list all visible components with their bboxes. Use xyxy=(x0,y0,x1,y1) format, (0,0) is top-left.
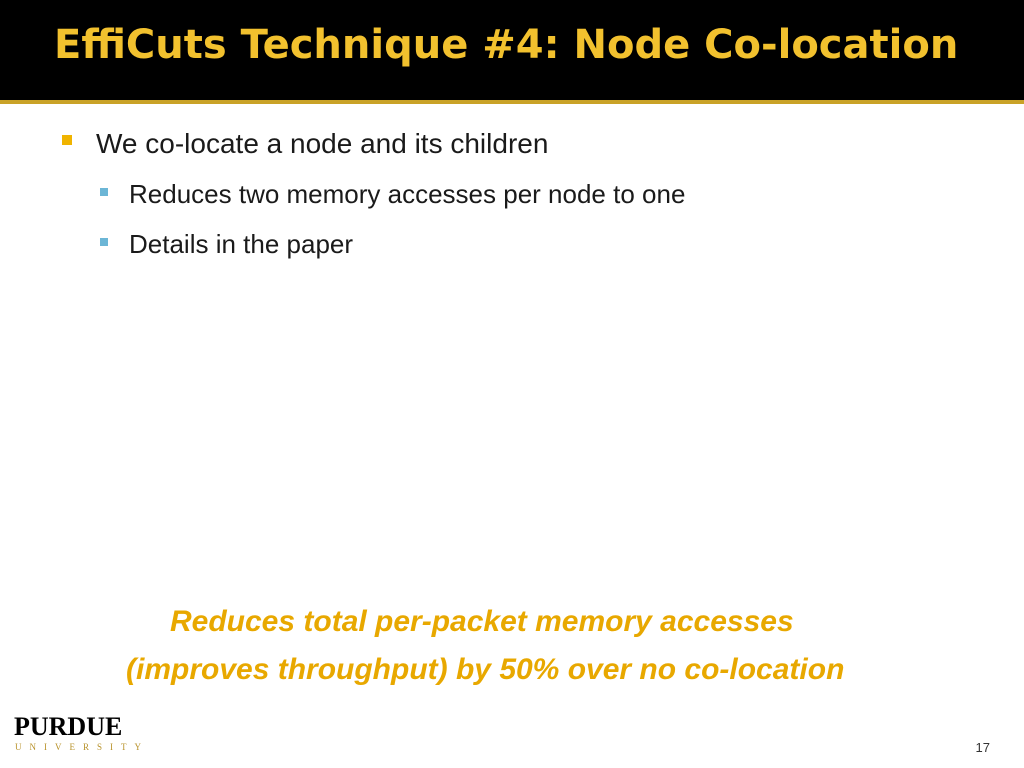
callout-line-1: Reduces total per-packet memory accesses xyxy=(170,605,794,638)
title-divider xyxy=(0,100,1024,104)
square-bullet-icon xyxy=(100,238,108,246)
callout-line-2: (improves throughput) by 50% over no co-location xyxy=(126,653,845,686)
sub-bullet-text: Reduces two memory accesses per node to one xyxy=(129,179,686,209)
slide-title: EffiCuts Technique #4: Node Co-location xyxy=(54,22,959,68)
square-bullet-icon xyxy=(62,135,72,145)
page-number: 17 xyxy=(975,740,990,755)
purdue-logo xyxy=(14,712,149,756)
logo-subtitle: UNIVERSITY xyxy=(15,742,149,752)
bullet-text: We co-locate a node and its children xyxy=(96,128,549,159)
sub-bullet-text: Details in the paper xyxy=(129,229,354,259)
bullet-level1 xyxy=(62,128,548,160)
sub-bullet xyxy=(100,229,353,260)
logo-wordmark: PURDUE xyxy=(14,712,123,741)
sub-bullet xyxy=(100,179,685,210)
square-bullet-icon xyxy=(100,188,108,196)
